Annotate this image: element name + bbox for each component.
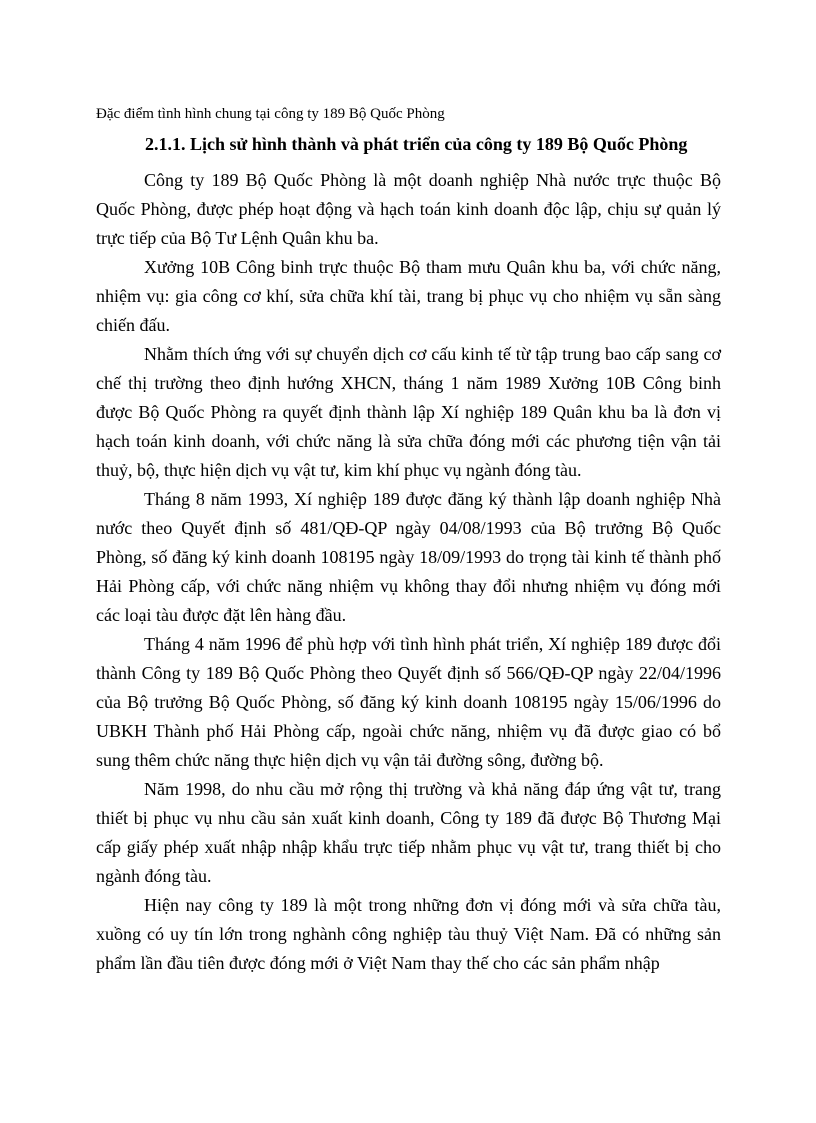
- paragraph-2: Xưởng 10B Công binh trực thuộc Bộ tham mưu Quân khu ba, với chức năng, nhiệm vụ: gia công cơ khí, sửa chữa khí tài, trang bị phục vụ cho nhiệm vụ sẵn sàng chiến đấu.: [96, 257, 721, 335]
- paragraph-3: Nhằm thích ứng với sự chuyển dịch cơ cấu kinh tế từ tập trung bao cấp sang cơ chế thị trường theo định hướng XHCN, tháng 1 năm 1989 Xưởng 10B Công binh được Bộ Quốc Phòng ra quyết định thành lập Xí nghiệp 189 Quân khu ba là đơn vị hạch toán kinh doanh, với chức năng là sửa chữa đóng mới các phương tiện vận tải thuỷ, bộ, thực hiện dịch vụ vật tư, kim khí phục vụ ngành đóng tàu.: [96, 344, 721, 480]
- paragraph-6: Năm 1998, do nhu cầu mở rộng thị trường và khả năng đáp ứng vật tư, trang thiết bị phục vụ nhu cầu sản xuất kinh doanh, Công ty 189 đã được Bộ Thương Mại cấp giấy phép xuất nhập nhập khẩu trực tiếp nhằm phục vụ vật tư, trang thiết bị cho ngành đóng tàu.: [96, 779, 721, 886]
- section-subtitle: Đặc điểm tình hình chung tại công ty 189 Bộ Quốc Phòng: [96, 106, 445, 122]
- paragraph-5: Tháng 4 năm 1996 để phù hợp với tình hình phát triển, Xí nghiệp 189 được đổi thành Công ty 189 Bộ Quốc Phòng theo Quyết định số 566/QĐ-QP ngày 22/04/1996 của Bộ trưởng Bộ Quốc Phòng, số đăng ký kinh doanh 108195 ngày 15/06/1996 do UBKH Thành phố Hải Phòng cấp, ngoài chức năng, nhiệm vụ đã được giao có bổ sung thêm chức năng thực hiện dịch vụ vận tải đường sông, đường bộ.: [96, 634, 721, 770]
- paragraph-4: Tháng 8 năm 1993, Xí nghiệp 189 được đăng ký thành lập doanh nghiệp Nhà nước theo Quyết định số 481/QĐ-QP ngày 04/08/1993 của Bộ trưởng Bộ Quốc Phòng, số đăng ký kinh doanh 108195 ngày 18/09/1993 do trọng tài kinh tế thành phố Hải Phòng cấp, với chức năng nhiệm vụ không thay đổi nhưng nhiệm vụ đóng mới các loại tàu được đặt lên hàng đầu.: [96, 489, 721, 625]
- paragraph-7: Hiện nay công ty 189 là một trong những đơn vị đóng mới và sửa chữa tàu, xuồng có uy tín lớn trong nghành công nghiệp tàu thuỷ Việt Nam. Đã có những sản phẩm lần đầu tiên được đóng mới ở Việt Nam thay thế cho các sản phẩm nhập: [96, 895, 721, 973]
- section-heading: 2.1.1. Lịch sử hình thành và phát triển của công ty 189 Bộ Quốc Phòng: [145, 134, 688, 154]
- document-body: [96, 166, 721, 978]
- paragraph-1: Công ty 189 Bộ Quốc Phòng là một doanh nghiệp Nhà nước trực thuộc Bộ Quốc Phòng, được phép hoạt động và hạch toán kinh doanh độc lập, chịu sự quản lý trực tiếp của Bộ Tư Lệnh Quân khu ba.: [96, 170, 721, 248]
